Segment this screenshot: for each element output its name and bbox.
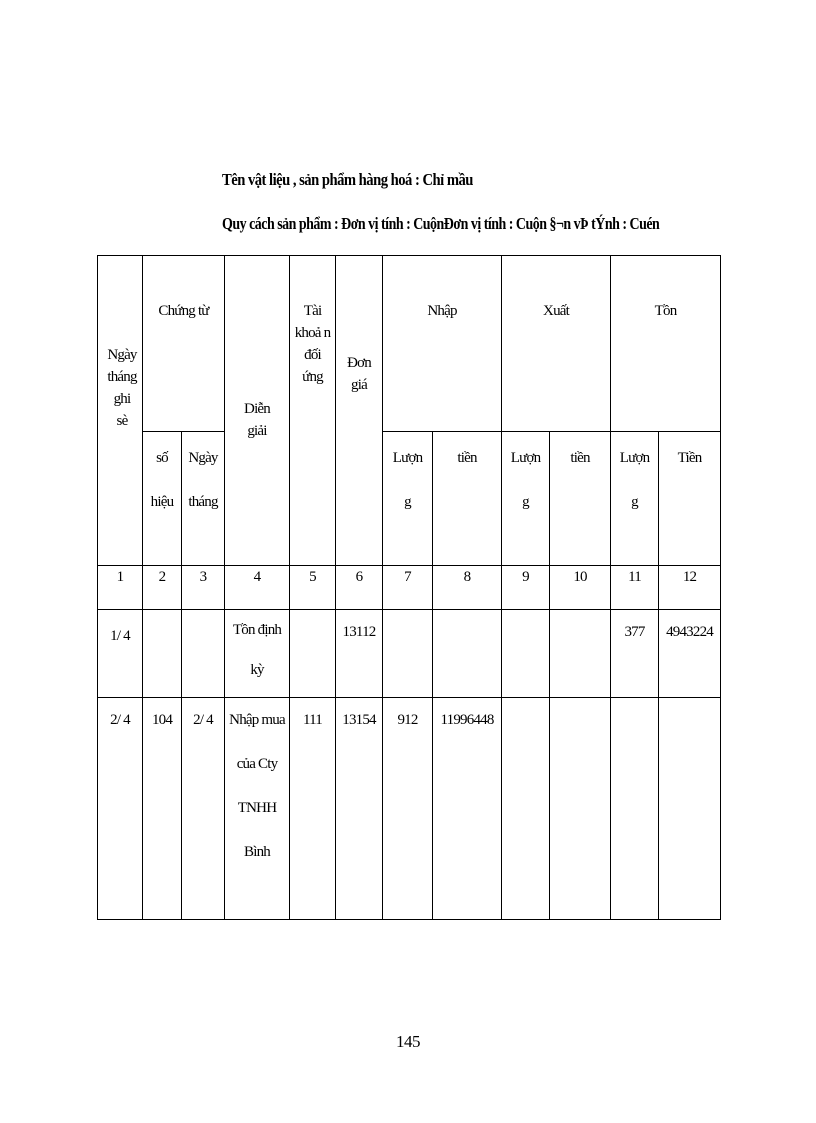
row-export-qty (502, 610, 550, 698)
header-row-top (98, 256, 721, 432)
header-date (98, 256, 143, 566)
header-export: Xuất (502, 256, 611, 432)
row-unit-price: 13112 (336, 610, 383, 698)
row-voucher-no: 104 (143, 698, 182, 920)
row-unit-price: 13154 (336, 698, 383, 920)
row-account: 111 (290, 698, 336, 920)
row-voucher-no (143, 610, 182, 698)
header-export-qty-label: Lượn g (510, 450, 541, 510)
column-number: 2 (143, 566, 182, 610)
header-account-label: Tài khoả n đối ứng (294, 303, 331, 385)
inventory-ledger-table (97, 255, 721, 920)
header-export-qty (502, 432, 550, 566)
row-voucher-date (182, 610, 225, 698)
row-export-amount (550, 698, 611, 920)
column-number: 8 (433, 566, 502, 610)
row-import-qty (383, 610, 433, 698)
column-number: 7 (383, 566, 433, 610)
row-balance-qty: 377 (611, 610, 659, 698)
header-unit-price (336, 256, 383, 566)
header-description-label: Diễn giải (244, 401, 270, 439)
column-number: 5 (290, 566, 336, 610)
table-row (98, 610, 721, 698)
header-voucher-no (143, 432, 182, 566)
column-number: 12 (659, 566, 721, 610)
row-description-text: Nhập mua của Cty TNHH Bình (229, 712, 285, 860)
column-number-row (98, 566, 721, 610)
header-export-amount: tiền (550, 432, 611, 566)
header-balance-qty-label: Lượn g (619, 450, 650, 510)
column-number: 11 (611, 566, 659, 610)
header-voucher-no-label: số hiệu (150, 450, 174, 510)
column-number: 3 (182, 566, 225, 610)
header-balance-amount: Tiền (659, 432, 721, 566)
row-import-qty: 912 (383, 698, 433, 920)
header-voucher-date-label: Ngày tháng (188, 450, 218, 510)
row-import-amount (433, 610, 502, 698)
row-export-qty (502, 698, 550, 920)
row-date: 1/ 4 (98, 610, 143, 698)
header-import-amount: tiền (433, 432, 502, 566)
header-balance: Tồn (611, 256, 721, 432)
header-voucher: Chứng từ (143, 256, 225, 432)
column-number: 9 (502, 566, 550, 610)
row-description-text: Tồn định kỳ (232, 622, 282, 678)
row-description (225, 610, 290, 698)
row-account (290, 610, 336, 698)
column-number: 1 (98, 566, 143, 610)
row-balance-amount: 4943224 (659, 610, 721, 698)
row-description (225, 698, 290, 920)
header-balance-qty (611, 432, 659, 566)
header-date-label: Ngày tháng ghi sè (107, 347, 137, 429)
header-voucher-date (182, 432, 225, 566)
row-balance-qty (611, 698, 659, 920)
header-import-qty (383, 432, 433, 566)
row-voucher-date: 2/ 4 (182, 698, 225, 920)
row-import-amount: 11996448 (433, 698, 502, 920)
row-export-amount (550, 610, 611, 698)
row-date: 2/ 4 (98, 698, 143, 920)
table-row (98, 698, 721, 920)
unit-spec-heading: Quy cách sản phẩm : Đơn vị tính : CuộnĐơn vị tính : Cuộn §¬n vÞ tÝnh : Cuén (222, 214, 660, 233)
header-account (290, 256, 336, 566)
header-row-sub (98, 432, 721, 566)
header-import: Nhập (383, 256, 502, 432)
row-balance-amount (659, 698, 721, 920)
column-number: 4 (225, 566, 290, 610)
header-unit-price-label: Đơn giá (347, 355, 371, 393)
material-name-heading: Tên vật liệu , sản phẩm hàng hoá : Chỉ mầu (222, 170, 473, 189)
header-import-qty-label: Lượn g (392, 450, 423, 510)
column-number: 6 (336, 566, 383, 610)
column-number: 10 (550, 566, 611, 610)
header-description (225, 256, 290, 566)
page-number: 145 (396, 1032, 420, 1051)
